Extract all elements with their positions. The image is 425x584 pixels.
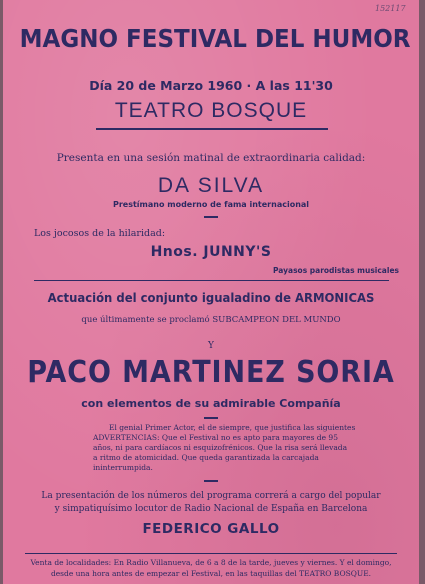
act3-line: Actuación del conjunto igualadino de ARMONICAS [47,290,375,305]
divider-rule [25,553,397,554]
divider-dash [204,417,218,419]
venta-line: Venta de localidades: En Radio Villanueva, de 6 a 8 de la tarde, jueves y viernes. Y el domingo, [30,558,392,567]
presenter-name: FEDERICO GALLO [142,521,280,537]
event-datetime: Día 20 de Marzo 1960 · A las 11'30 [89,78,333,93]
act3-description: que últimamente se proclamó SUBCAMPEON DEL MUNDO [81,315,341,325]
advertencias-line: años, ni para cardíacos ni esquizofrénicos. Que la risa será llevada [93,443,348,452]
advertencias-line: El genial Primer Actor, el de siempre, que justifica las siguientes [109,423,356,432]
theater-underline [96,128,328,130]
poster-title: MAGNO FESTIVAL DEL HUMOR [19,24,411,53]
jocosos-line: Los jocosos de la hilaridad: [34,228,166,239]
act1-description: Prestímano moderno de fama internacional [112,200,310,209]
headliner-subtitle: con elementos de su admirable Compañía [81,397,341,410]
act1-name: DA SILVA [157,174,265,197]
inventory-number: 152117 [375,4,406,13]
act2-description: Payasos parodistas musicales [273,266,399,275]
conjunction: Y [208,341,214,351]
divider-dash [204,216,218,218]
divider-dash [204,480,218,482]
act2-name: Hnos. JUNNY'S [150,244,272,260]
advertencias-line: a ritmo de atomicidad. Que queda garantizada la carcajada [93,453,319,462]
festival-poster [3,0,419,584]
presentacion-line: y simpatiquísimo locutor de Radio Nacional de España en Barcelona [54,504,368,514]
presentacion-line: La presentación de los números del programa correrá a cargo del popular [41,491,381,501]
divider-rule [34,280,389,281]
venta-line: desde una hora antes de empezar el Festival, en las taquillas del TEATRO BOSQUE. [50,569,372,578]
advertencias-line: ininterrumpida. [93,463,153,472]
theater-name: TEATRO BOSQUE [114,99,308,122]
headliner-name: PACO MARTINEZ SORIA [27,355,395,390]
advertencias-line: ADVERTENCIAS: Que el Festival no es apto para mayores de 95 [93,433,338,442]
presenta-line: Presenta en una sesión matinal de extraordinaria calidad: [56,152,366,164]
